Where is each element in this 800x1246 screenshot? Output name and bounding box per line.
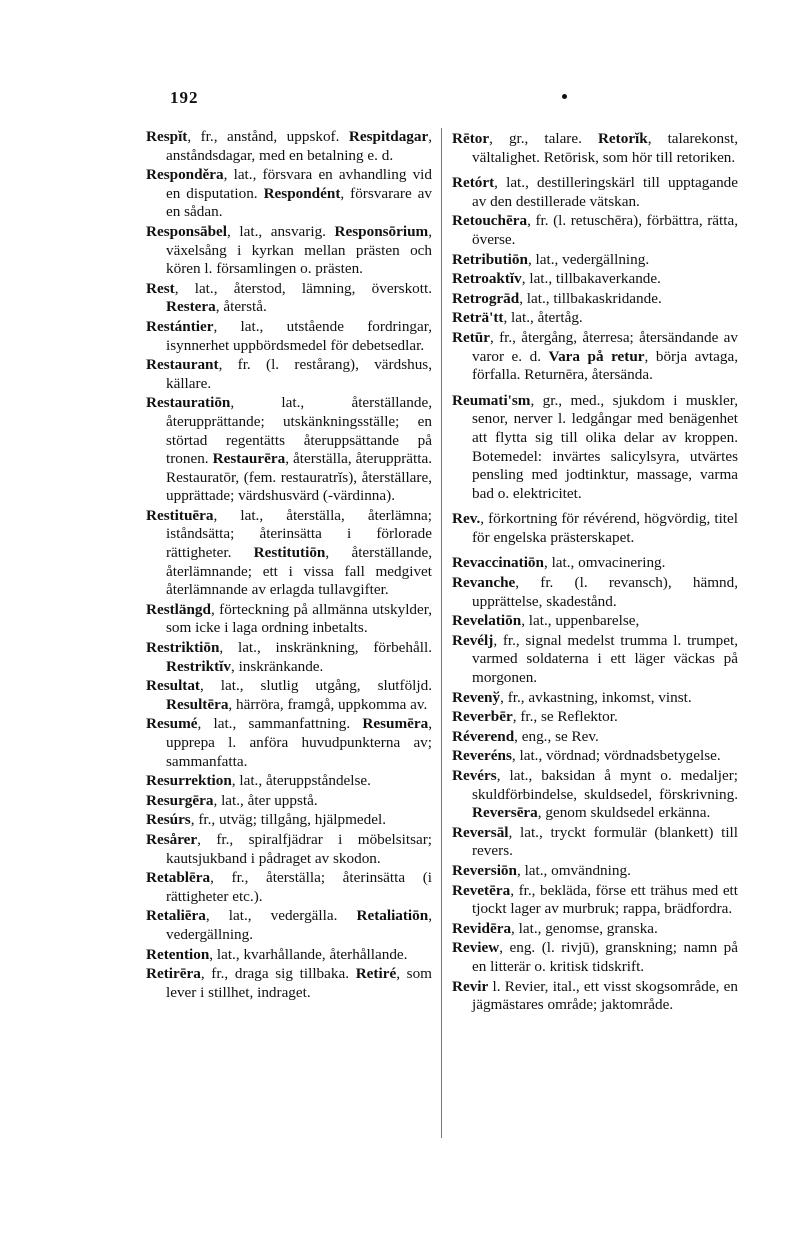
definition: , fr., draga sig tillbaka. bbox=[200, 965, 350, 983]
headword: Revenў bbox=[452, 688, 501, 706]
sub-headword: Respitdagar bbox=[348, 128, 429, 145]
sub-definition: , återstå. bbox=[215, 298, 267, 316]
definition: , lat., ansvarig. bbox=[227, 222, 326, 240]
dictionary-entry bbox=[146, 946, 432, 965]
headword: Revidēra bbox=[452, 919, 512, 937]
dictionary-entry bbox=[146, 811, 432, 830]
sub-definition: , återställa, återupprätta. Restauratōr, (fem. restauratrĭs), återställare, upprättade; värdshusvärd (-värdinna). bbox=[166, 450, 432, 505]
dictionary-entry bbox=[452, 882, 738, 919]
definition: , lat., omvacinering. bbox=[543, 554, 666, 572]
dictionary-entry bbox=[452, 728, 738, 747]
sub-headword: Retaliatiōn bbox=[356, 907, 429, 925]
headword: Revérs bbox=[452, 767, 497, 784]
headword: Reumati'sm bbox=[452, 391, 531, 409]
headword: Revaccinatiōn bbox=[452, 554, 544, 572]
headword: Retroaktĭv bbox=[452, 270, 522, 288]
headword: Responsābel bbox=[146, 222, 228, 240]
dictionary-entry bbox=[452, 130, 738, 167]
dictionary-entry bbox=[146, 715, 432, 771]
definition: , fr., se Reflektor. bbox=[512, 708, 618, 726]
sub-definition: , talarekonst, vältalighet. Retōrisk, som hör till retoriken. bbox=[472, 130, 738, 166]
sub-headword: Reversēra bbox=[472, 804, 538, 822]
definition: , fr. (l. restårang), värdshus, källare. bbox=[166, 356, 432, 392]
dictionary-entry bbox=[146, 792, 432, 811]
headword: Reverbēr bbox=[452, 708, 513, 726]
dictionary-entry bbox=[146, 639, 432, 676]
page-number: 192 bbox=[170, 88, 199, 107]
dictionary-entry bbox=[452, 329, 738, 385]
dictionary-entry bbox=[452, 510, 738, 547]
sub-headword: Restera bbox=[166, 298, 216, 316]
headword: Restlängd bbox=[146, 600, 211, 618]
dictionary-entry bbox=[452, 251, 738, 270]
dictionary-entry bbox=[452, 309, 738, 328]
dictionary-entry bbox=[146, 356, 432, 393]
definition: , gr., med., sjukdom i muskler, senor, nerver l. ledgångar med benägenhet att flytta sig till olika delar av kroppen. Botemedel: invärtes salicylsyra, utvärtes pensling med jodtinktur, massage, varma bad o. elektricitet. bbox=[472, 391, 738, 502]
definition: , lat., uppenbarelse, bbox=[521, 612, 640, 630]
sub-headword: Vara på retur bbox=[548, 347, 645, 365]
dictionary-entry bbox=[146, 907, 432, 944]
definition: , eng., se Rev. bbox=[514, 727, 599, 745]
definition: , lat., vedergälla. bbox=[205, 907, 338, 925]
definition: , lat., omvändning. bbox=[516, 861, 631, 879]
dictionary-entry bbox=[146, 677, 432, 714]
headword: Retrogrād bbox=[452, 289, 520, 307]
headword: Resultat bbox=[146, 677, 200, 695]
headword: Revelatiōn bbox=[452, 612, 522, 630]
definition: , eng. (l. rivjū), granskning; namn på en litterär o. kritisk tidskrift. bbox=[472, 939, 738, 975]
definition: l. Revier, ital., ett visst skogsområde, en jägmästares område; jaktområde. bbox=[472, 977, 738, 1014]
definition: , lat., tillbakaskridande. bbox=[519, 289, 662, 307]
definition: , lat., genomse, granska. bbox=[511, 919, 658, 937]
definition: , lat., baksidan å mynt o. medaljer; skuldförbindelse, skuldsedel, förskrivning. bbox=[472, 767, 738, 803]
headword: Resurrektion bbox=[146, 772, 232, 790]
headword: Reversiōn bbox=[452, 861, 517, 879]
headword: Réverend bbox=[452, 727, 515, 745]
definition: , förteckning på allmänna utskylder, som icke i laga ordning inbetalts. bbox=[166, 600, 432, 637]
definition: , fr., bekläda, förse ett trähus med ett tjockt lager av murbruk; rappa, brädfordra. bbox=[472, 881, 738, 918]
headword: Resårer bbox=[146, 830, 198, 848]
dictionary-entry bbox=[146, 869, 432, 906]
sub-definition: , härröra, framgå, uppkomma av. bbox=[228, 695, 428, 713]
definition: , fr., spiralfjädrar i möbelsitsar; kautsjukband i pådraget av skodon. bbox=[166, 830, 432, 867]
headword: Resurgēra bbox=[146, 791, 214, 809]
right-column bbox=[452, 130, 738, 1016]
definition: , fr., avkastning, inkomst, vinst. bbox=[500, 688, 692, 706]
definition: , lat., vedergällning. bbox=[527, 250, 650, 268]
headword: Revir bbox=[452, 977, 489, 995]
headword: Rest bbox=[146, 279, 175, 297]
definition: , fr., anstånd, uppskof. bbox=[187, 128, 340, 145]
headword: Restauratiōn bbox=[146, 394, 231, 412]
sub-headword: Resumēra bbox=[362, 715, 429, 733]
dictionary-entry bbox=[146, 507, 432, 600]
dictionary-entry bbox=[146, 280, 432, 317]
definition: , lat., destilleringskärl till upptagande av den destillerade vätskan. bbox=[472, 174, 738, 210]
definition: , fr., utväg; tillgång, hjälpmedel. bbox=[190, 811, 387, 829]
dictionary-entry bbox=[452, 824, 738, 861]
dictionary-entry bbox=[146, 965, 432, 1002]
dictionary-entry bbox=[146, 318, 432, 355]
headword: Retūr bbox=[452, 328, 490, 346]
definition: , lat., utstående fordringar, isynnerhet uppbördsmedel för debetsedlar. bbox=[166, 317, 432, 354]
dictionary-entry bbox=[452, 767, 738, 823]
sub-headword: Responsōrium bbox=[334, 222, 429, 240]
headword: Restántier bbox=[146, 317, 214, 335]
sub-headword: Restitutiōn bbox=[253, 544, 326, 562]
dictionary-entry bbox=[452, 574, 738, 611]
dictionary-entry bbox=[146, 128, 432, 165]
sub-definition: , som lever i stillhet, indraget. bbox=[166, 965, 432, 1001]
headword: Retention bbox=[146, 945, 210, 963]
headword: Retributiōn bbox=[452, 250, 528, 268]
headword: Retablēra bbox=[146, 869, 211, 887]
headword: Review bbox=[452, 939, 500, 957]
definition: , lat., slutlig utgång, slutföljd. bbox=[200, 677, 432, 695]
dictionary-entry bbox=[146, 831, 432, 868]
dictionary-entry bbox=[452, 939, 738, 976]
sub-definition: , anståndsdagar, med en betalning e. d. bbox=[166, 128, 433, 164]
definition: , fr., signal medelst trumma l. trumpet, varmed soldaterna i ett läger väckas på morgonen. bbox=[472, 631, 738, 687]
definition: , lat., återställa, återlämna; iståndsätta; återinsätta i förlorade rättigheter. bbox=[166, 506, 432, 562]
dictionary-entry bbox=[146, 601, 432, 638]
sub-definition: , börja avtaga, förfalla. Returnēra, återsända. bbox=[472, 347, 738, 384]
definition: , lat., sammanfattning. bbox=[197, 715, 351, 733]
dictionary-entry bbox=[452, 978, 738, 1015]
definition: , lat., kvarhållande, återhållande. bbox=[209, 945, 408, 963]
definition: , fr. (l. revansch), hämnd, upprättelse, skadestånd. bbox=[472, 574, 738, 610]
sub-definition: , försvarare av en sådan. bbox=[166, 184, 433, 221]
dictionary-entry bbox=[452, 632, 738, 688]
sub-definition: , genom skuldsedel erkänna. bbox=[537, 804, 711, 822]
definition: , förkortning för révérend, högvördig, titel för engelska prästerskapet. bbox=[472, 510, 738, 546]
dictionary-entry bbox=[146, 223, 432, 279]
headword: Respĭt bbox=[146, 128, 188, 145]
dictionary-entry bbox=[452, 689, 738, 708]
headword: Revanche bbox=[452, 574, 516, 592]
column-divider bbox=[441, 128, 442, 1138]
dictionary-entry bbox=[452, 554, 738, 573]
headword: Retórt bbox=[452, 174, 495, 192]
sub-headword: Restriktĭv bbox=[166, 657, 231, 675]
dictionary-entry bbox=[452, 862, 738, 881]
dictionary-entry bbox=[452, 290, 738, 309]
headword: Restaurant bbox=[146, 356, 219, 374]
definition: , lat., åter uppstå. bbox=[213, 791, 318, 809]
headword: Rētor bbox=[452, 130, 490, 147]
dictionary-entry bbox=[452, 174, 738, 211]
dictionary-entry bbox=[452, 920, 738, 939]
sub-headword: Respondént bbox=[263, 184, 341, 202]
sub-definition: , växelsång i kyrkan mellan prästen och kören l. församlingen o. prästen. bbox=[166, 222, 432, 278]
sub-headword: Resultēra bbox=[166, 695, 229, 713]
headword: Restituēra bbox=[146, 506, 214, 524]
sub-headword: Retorĭk bbox=[597, 130, 648, 147]
dictionary-entry bbox=[452, 212, 738, 249]
dictionary-entry bbox=[452, 708, 738, 727]
left-column bbox=[146, 128, 432, 1003]
dictionary-entry bbox=[146, 772, 432, 791]
definition: , lat., vördnad; vördnadsbetygelse. bbox=[511, 747, 721, 765]
definition: , gr., talare. bbox=[489, 130, 582, 147]
definition: , lat., återtåg. bbox=[503, 309, 583, 327]
dictionary-entry bbox=[452, 612, 738, 631]
definition: , lat., tillbakaverkande. bbox=[521, 270, 661, 288]
sub-definition: , återställande, återlämnande; ett i vissa fall medgivet återlämnande av erlagda tullavgifter. bbox=[166, 544, 432, 599]
dictionary-entry bbox=[452, 270, 738, 289]
headword: Responděra bbox=[146, 166, 224, 184]
definition: , lat., försvara en avhandling vid en disputation. bbox=[166, 166, 432, 202]
headword: Revetēra bbox=[452, 881, 511, 899]
sub-definition: , vedergällning. bbox=[166, 907, 432, 943]
sub-headword: Restaurēra bbox=[212, 450, 286, 468]
definition: , fr. (l. retuschēra), förbättra, rätta, överse. bbox=[472, 212, 738, 248]
definition: , fr., återgång, återresa; återsändande av varor e. d. bbox=[472, 328, 738, 365]
definition: , lat., tryckt formulär (blankett) till revers. bbox=[472, 823, 738, 860]
dictionary-entry bbox=[146, 166, 432, 222]
sub-definition: , inskränkande. bbox=[230, 657, 324, 675]
dictionary-entry bbox=[452, 392, 738, 504]
headword: Revélj bbox=[452, 631, 494, 649]
headword: Reveréns bbox=[452, 747, 512, 765]
definition: , lat., återställande, återupprättande; utskänkningsställe; en störtad regentätts återuppsättande på tronen. bbox=[166, 394, 432, 468]
headword: Retaliēra bbox=[146, 907, 206, 925]
headword: Rev. bbox=[452, 510, 481, 528]
definition: , lat., inskränkning, förbehåll. bbox=[219, 639, 432, 657]
dictionary-entry bbox=[452, 747, 738, 766]
dictionary-entry bbox=[146, 394, 432, 506]
definition: , lat., återuppståndelse. bbox=[231, 772, 371, 790]
headword: Restriktiōn bbox=[146, 639, 220, 657]
headword: Resumé bbox=[146, 715, 198, 733]
headword: Reträ'tt bbox=[452, 309, 504, 327]
sub-headword: Retiré bbox=[355, 965, 397, 983]
definition: , lat., återstod, lämning, överskott. bbox=[174, 279, 432, 297]
definition: , fr., återställa; återinsätta (i rättigheter etc.). bbox=[166, 869, 432, 905]
headword: Reversāl bbox=[452, 823, 509, 841]
headword: Retouchēra bbox=[452, 212, 528, 230]
sub-definition: , upprepa l. anföra huvudpunkterna av; sammanfatta. bbox=[166, 715, 433, 770]
ink-dot bbox=[562, 94, 567, 99]
headword: Resúrs bbox=[146, 811, 191, 829]
headword: Retirēra bbox=[146, 965, 201, 983]
